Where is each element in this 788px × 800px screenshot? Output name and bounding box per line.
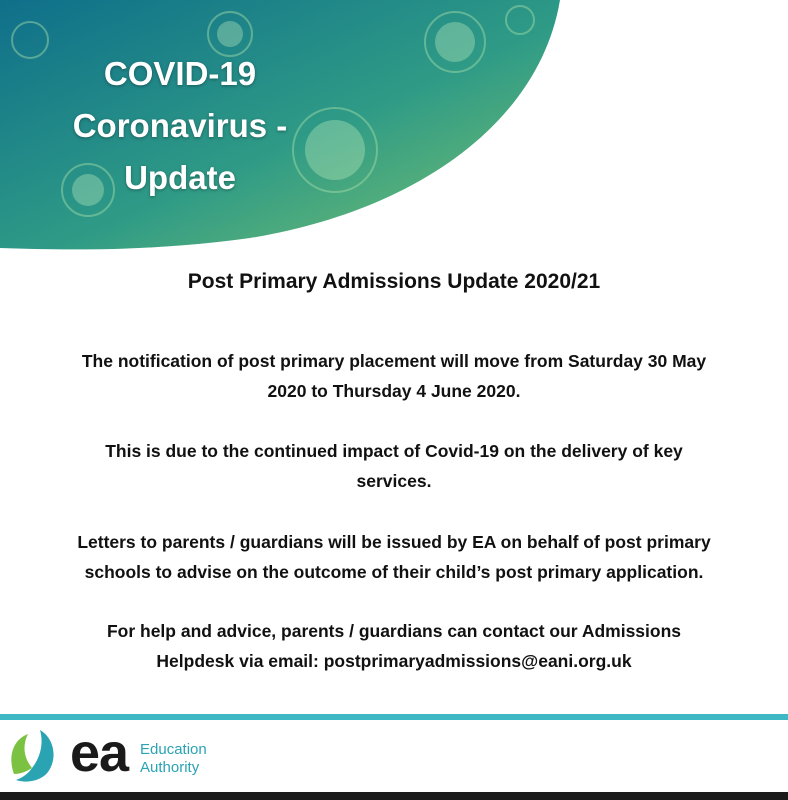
banner-title-line: COVID-19 — [103, 55, 257, 92]
logo-abbreviation: ea — [70, 723, 129, 783]
footer-divider — [0, 714, 788, 720]
page-heading: Post Primary Admissions Update 2020/21 — [187, 270, 601, 293]
paragraph-line: For help and advice, parents / guardians can contact our Admissions — [106, 621, 682, 641]
paragraph-line: schools to advise on the outcome of their child’s post primary application. — [84, 562, 704, 582]
banner-title-line: Coronavirus - — [72, 107, 288, 144]
contact-paragraph — [0, 616, 788, 676]
paragraph-line: This is due to the continued impact of Covid-19 on the delivery of key — [105, 441, 683, 461]
covid-banner — [0, 0, 788, 260]
logo-name — [140, 741, 207, 777]
banner-title — [30, 48, 330, 204]
paragraph-line: 2020 to Thursday 4 June 2020. — [267, 381, 521, 401]
paragraph-line: Letters to parents / guardians will be issued by EA on behalf of post primary — [77, 532, 711, 552]
paragraph-line: The notification of post primary placement will move from Saturday 30 May — [81, 351, 707, 371]
paragraph-line: Helpdesk via email: postprimaryadmissions@eani.org.uk — [156, 651, 632, 671]
banner-title-line: Update — [124, 159, 236, 196]
ea-logo-icon — [6, 728, 66, 786]
notice-paragraph — [0, 436, 788, 496]
paragraph-line: services. — [356, 471, 432, 491]
notice-paragraph — [0, 527, 788, 587]
logo-name-line: Authority — [140, 759, 200, 776]
notice-paragraph — [0, 346, 788, 406]
logo-name-line: Education — [140, 741, 207, 758]
bottom-bar — [0, 792, 788, 800]
